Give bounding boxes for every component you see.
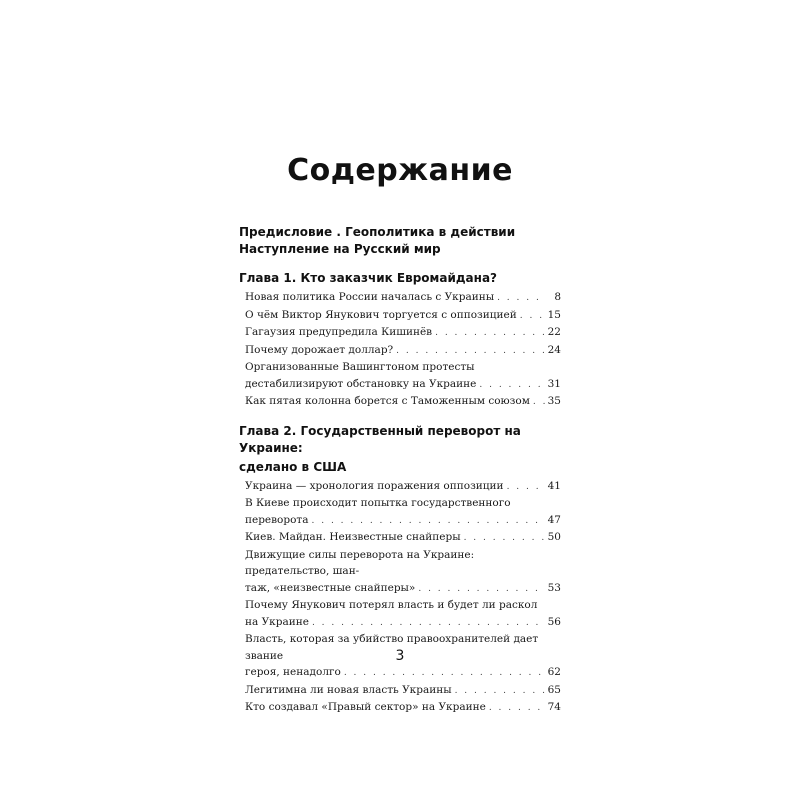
dot-leader bbox=[312, 513, 545, 530]
chapter-1 bbox=[239, 270, 561, 411]
dot-leader bbox=[312, 615, 545, 632]
page-number: 3 bbox=[395, 648, 405, 664]
preface-line: Предисловие . Геополитика в действии bbox=[239, 225, 516, 239]
entry-title: на Украине bbox=[245, 615, 309, 628]
toc-entry[interactable] bbox=[239, 478, 561, 496]
chapter-heading: Глава 2. Государственный переворот на Украине: bbox=[239, 423, 521, 455]
preface-heading bbox=[239, 224, 561, 258]
toc-entry[interactable] bbox=[239, 307, 561, 325]
toc-entry[interactable] bbox=[239, 529, 561, 547]
toc-entry[interactable] bbox=[239, 547, 561, 598]
dot-leader bbox=[418, 581, 544, 598]
entry-title: Новая политика России началась с Украины bbox=[245, 291, 495, 303]
dot-leader bbox=[455, 683, 545, 700]
dot-leader bbox=[464, 530, 545, 547]
entry-title: Как пятая колонна борется с Таможенным союзом bbox=[245, 395, 530, 407]
entry-page: 65 bbox=[547, 683, 561, 696]
toc-entry[interactable] bbox=[239, 393, 561, 411]
entry-title: О чём Виктор Янукович торгуется с оппозицией bbox=[245, 308, 517, 321]
dot-leader bbox=[507, 479, 545, 496]
toc-entry[interactable] bbox=[239, 342, 561, 360]
chapter-2 bbox=[239, 423, 561, 717]
entry-page: 41 bbox=[547, 479, 561, 492]
entry-page: 8 bbox=[554, 291, 561, 303]
entry-page: 22 bbox=[547, 326, 561, 338]
dot-leader bbox=[489, 700, 545, 717]
entry-title-line: В Киеве происходит попытка государственного bbox=[245, 497, 511, 509]
entry-page: 47 bbox=[547, 513, 561, 526]
entry-title-line: Власть, которая за убийство правоохранителей дает звание bbox=[245, 633, 539, 662]
entry-page: 53 bbox=[547, 581, 561, 594]
chapter-heading: Глава 1. Кто заказчик Евромайдана? bbox=[239, 271, 498, 285]
entry-page: 56 bbox=[547, 615, 561, 628]
entry-title: Кто создавал «Правый сектор» на Украине bbox=[245, 701, 486, 713]
toc-entry[interactable] bbox=[239, 324, 561, 342]
dot-leader bbox=[520, 308, 545, 325]
page-title: Содержание bbox=[287, 153, 513, 188]
entry-title: таж, «неизвестные снайперы» bbox=[245, 581, 416, 594]
dot-leader bbox=[533, 394, 545, 411]
entry-title-line: Организованные Вашингтоном протесты bbox=[245, 361, 475, 373]
entry-page: 15 bbox=[547, 308, 561, 321]
entry-title-line: Почему Янукович потерял власть и будет ли раскол bbox=[245, 599, 538, 611]
entry-page: 74 bbox=[547, 701, 561, 713]
dot-leader bbox=[396, 343, 544, 360]
toc-entry[interactable] bbox=[239, 495, 561, 529]
entry-page: 62 bbox=[547, 666, 561, 678]
entry-title-line: Движущие силы переворота на Украине: предательство, шан- bbox=[245, 548, 475, 577]
entry-title: Почему дорожает доллар? bbox=[245, 343, 394, 356]
dot-leader bbox=[497, 290, 546, 307]
entry-title: Киев. Майдан. Неизвестные снайперы bbox=[245, 531, 461, 543]
dot-leader bbox=[344, 665, 545, 682]
entry-title: Украина — хронология поражения оппозиции bbox=[245, 479, 504, 492]
entry-title: героя, ненадолго bbox=[245, 666, 341, 678]
entry-title: Гагаузия предупредила Кишинёв bbox=[245, 326, 433, 338]
toc-entry[interactable] bbox=[239, 682, 561, 700]
entry-page: 50 bbox=[547, 531, 561, 543]
entry-title: переворота bbox=[245, 513, 309, 526]
entry-page: 24 bbox=[547, 343, 561, 356]
dot-leader bbox=[435, 325, 545, 342]
preface-line: Наступление на Русский мир bbox=[239, 242, 441, 256]
toc-entry[interactable] bbox=[239, 597, 561, 631]
toc-entry[interactable] bbox=[239, 359, 561, 393]
entry-title: Легитимна ли новая власть Украины bbox=[245, 683, 452, 696]
entry-page: 35 bbox=[547, 395, 561, 407]
toc-entry[interactable] bbox=[239, 289, 561, 307]
dot-leader bbox=[479, 377, 544, 394]
entry-page: 31 bbox=[547, 377, 561, 390]
toc-entry[interactable] bbox=[239, 699, 561, 717]
entry-title: дестабилизируют обстановку на Украине bbox=[245, 377, 477, 390]
chapter-heading: сделано в США bbox=[239, 459, 347, 474]
